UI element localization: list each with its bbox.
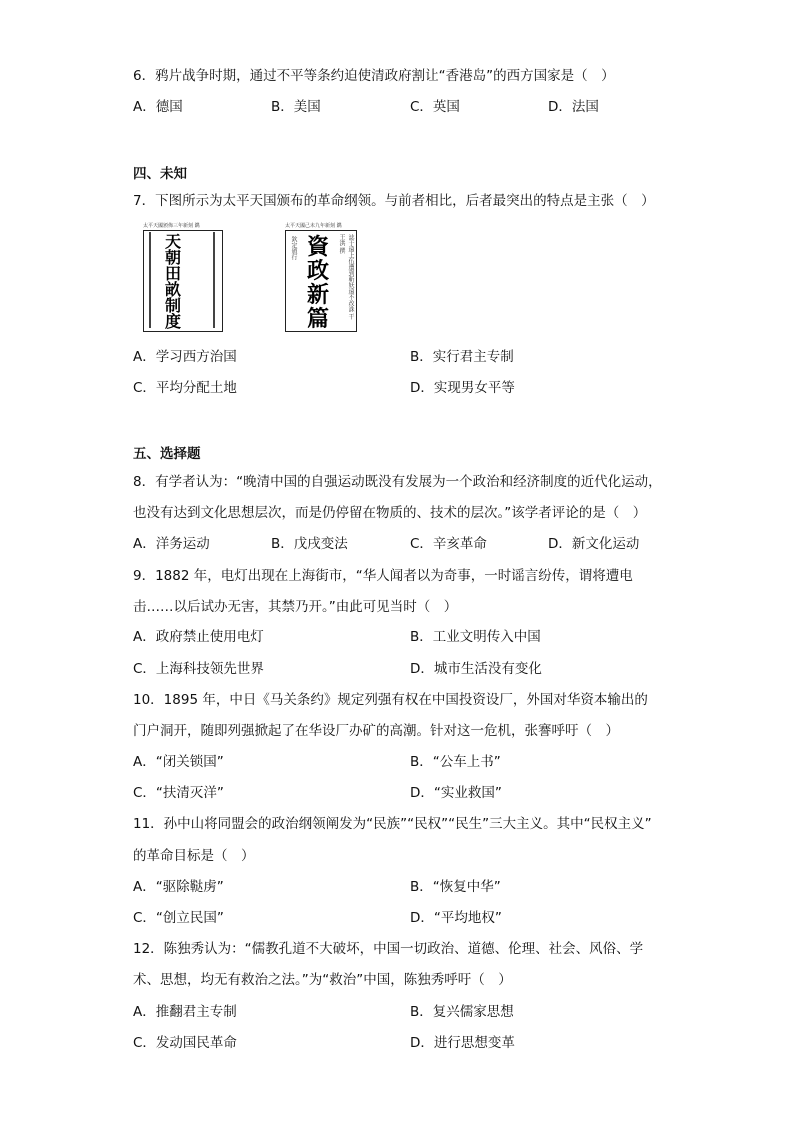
q10-option-a[interactable]: A．“闭关锁国” xyxy=(133,754,224,770)
image1-char-2: 朝 xyxy=(165,248,182,267)
question-9-line-2: 击……以后试办无害，其禁乃开。”由此可见当时（ ） xyxy=(133,599,458,615)
image1-char-6: 度 xyxy=(165,312,182,331)
question-11-line-2: 的革命目标是（ ） xyxy=(133,848,255,864)
q12-option-d[interactable]: D．进行思想变革 xyxy=(410,1035,515,1051)
q11-option-c[interactable]: C．“创立民国” xyxy=(133,910,224,926)
q9-option-b[interactable]: B．工业文明传入中国 xyxy=(410,629,541,645)
image1-char-4: 畝 xyxy=(165,280,182,299)
q10-option-d[interactable]: D．“实业救国” xyxy=(410,785,502,801)
q6-option-d[interactable]: D．法国 xyxy=(548,99,599,115)
section-heading-4: 四、未知 xyxy=(133,166,187,182)
image1-char-1: 天 xyxy=(165,232,182,251)
image2-side-left: 欽定頒行 xyxy=(290,236,297,260)
question-7-stem: 7．下图所示为太平天国颁布的革命纲领。与前者相比，后者最突出的特点是主张（ ） xyxy=(133,193,655,209)
question-12-line-2: 术、思想，均无有救治之法。”为“救治”中国，陈独秀呼吁（ ） xyxy=(133,972,512,988)
image1-caption: 太平天國頒佈三年新刻 鐫 xyxy=(143,223,200,229)
q9-option-c[interactable]: C．上海科技领先世界 xyxy=(133,661,264,677)
q8-option-d[interactable]: D．新文化运动 xyxy=(548,536,640,552)
book-cover-image-1 xyxy=(143,222,223,332)
q6-option-b[interactable]: B．美国 xyxy=(271,99,321,115)
q12-option-b[interactable]: B．复兴儒家思想 xyxy=(410,1004,514,1020)
image2-char-4: 篇 xyxy=(307,306,330,332)
image1-title xyxy=(165,234,195,330)
image2-char-3: 新 xyxy=(307,282,330,308)
question-10-line-2: 门户洞开，随即列强掀起了在华设厂办矿的高潮。针对这一危机，张謇呼吁（ ） xyxy=(133,723,619,739)
q11-option-d[interactable]: D．“平均地权” xyxy=(410,910,502,926)
q11-option-a[interactable]: A．“驱除鞑虏” xyxy=(133,879,224,895)
q10-option-b[interactable]: B．“公车上书” xyxy=(410,754,501,770)
section-heading-5: 五、选择题 xyxy=(133,446,201,462)
q7-option-d[interactable]: D．实现男女平等 xyxy=(410,380,515,396)
q12-option-a[interactable]: A．推翻君主专制 xyxy=(133,1004,237,1020)
q6-option-a[interactable]: A．德国 xyxy=(133,99,183,115)
q7-option-a[interactable]: A．学习西方治国 xyxy=(133,349,237,365)
question-11-line-1: 11．孙中山将同盟会的政治纲领阐发为“民族”“民权”“民生”三大主义。其中“民权主义” xyxy=(133,816,652,832)
book-cover-image-2 xyxy=(285,222,357,332)
image1-char-5: 制 xyxy=(165,296,182,315)
question-10-line-1: 10．1895 年，中日《马关条约》规定列强有权在中国投资设厂，外国对华资本输出的 xyxy=(133,692,648,708)
image2-side-right: 誌于遠上伍遭到斬妖遠不改誅 干王洪 撰 xyxy=(338,234,354,320)
q7-option-b[interactable]: B．实行君主专制 xyxy=(410,349,514,365)
image2-title xyxy=(307,235,335,331)
q6-option-c[interactable]: C．英国 xyxy=(410,99,460,115)
question-8-line-1: 8．有学者认为：“晚清中国的自强运动既没有发展为一个政治和经济制度的近代化运动， xyxy=(133,474,662,490)
q8-option-c[interactable]: C．辛亥革命 xyxy=(410,536,487,552)
image2-char-1: 資 xyxy=(307,234,330,260)
q9-option-a[interactable]: A．政府禁止使用电灯 xyxy=(133,629,264,645)
question-6-stem: 6．鸦片战争时期，通过不平等条约迫使清政府割让“香港岛”的西方国家是（ ） xyxy=(133,68,615,84)
q8-option-a[interactable]: A．洋务运动 xyxy=(133,536,210,552)
q12-option-c[interactable]: C．发动国民革命 xyxy=(133,1035,237,1051)
question-8-line-2: 也没有达到文化思想层次，而是仍停留在物质的、技术的层次。”该学者评论的是（ ） xyxy=(133,505,647,521)
q8-option-b[interactable]: B．戊戌变法 xyxy=(271,536,348,552)
q7-option-c[interactable]: C．平均分配土地 xyxy=(133,380,237,396)
q11-option-b[interactable]: B．“恢复中华” xyxy=(410,879,501,895)
question-12-line-1: 12．陈独秀认为：“儒教孔道不大破坏，中国一切政治、道德、伦理、社会、风俗、学 xyxy=(133,941,644,957)
q9-option-d[interactable]: D．城市生活没有变化 xyxy=(410,661,542,677)
image2-char-2: 政 xyxy=(307,258,330,284)
image2-caption: 太平天國己未九年新刻 鐫 xyxy=(285,223,342,229)
q10-option-c[interactable]: C．“扶清灭洋” xyxy=(133,785,224,801)
image1-char-3: 田 xyxy=(165,264,182,283)
question-9-line-1: 9．1882 年，电灯出现在上海街市，“华人闻者以为奇事，一时谣言纷传，谓将遭电 xyxy=(133,568,633,584)
